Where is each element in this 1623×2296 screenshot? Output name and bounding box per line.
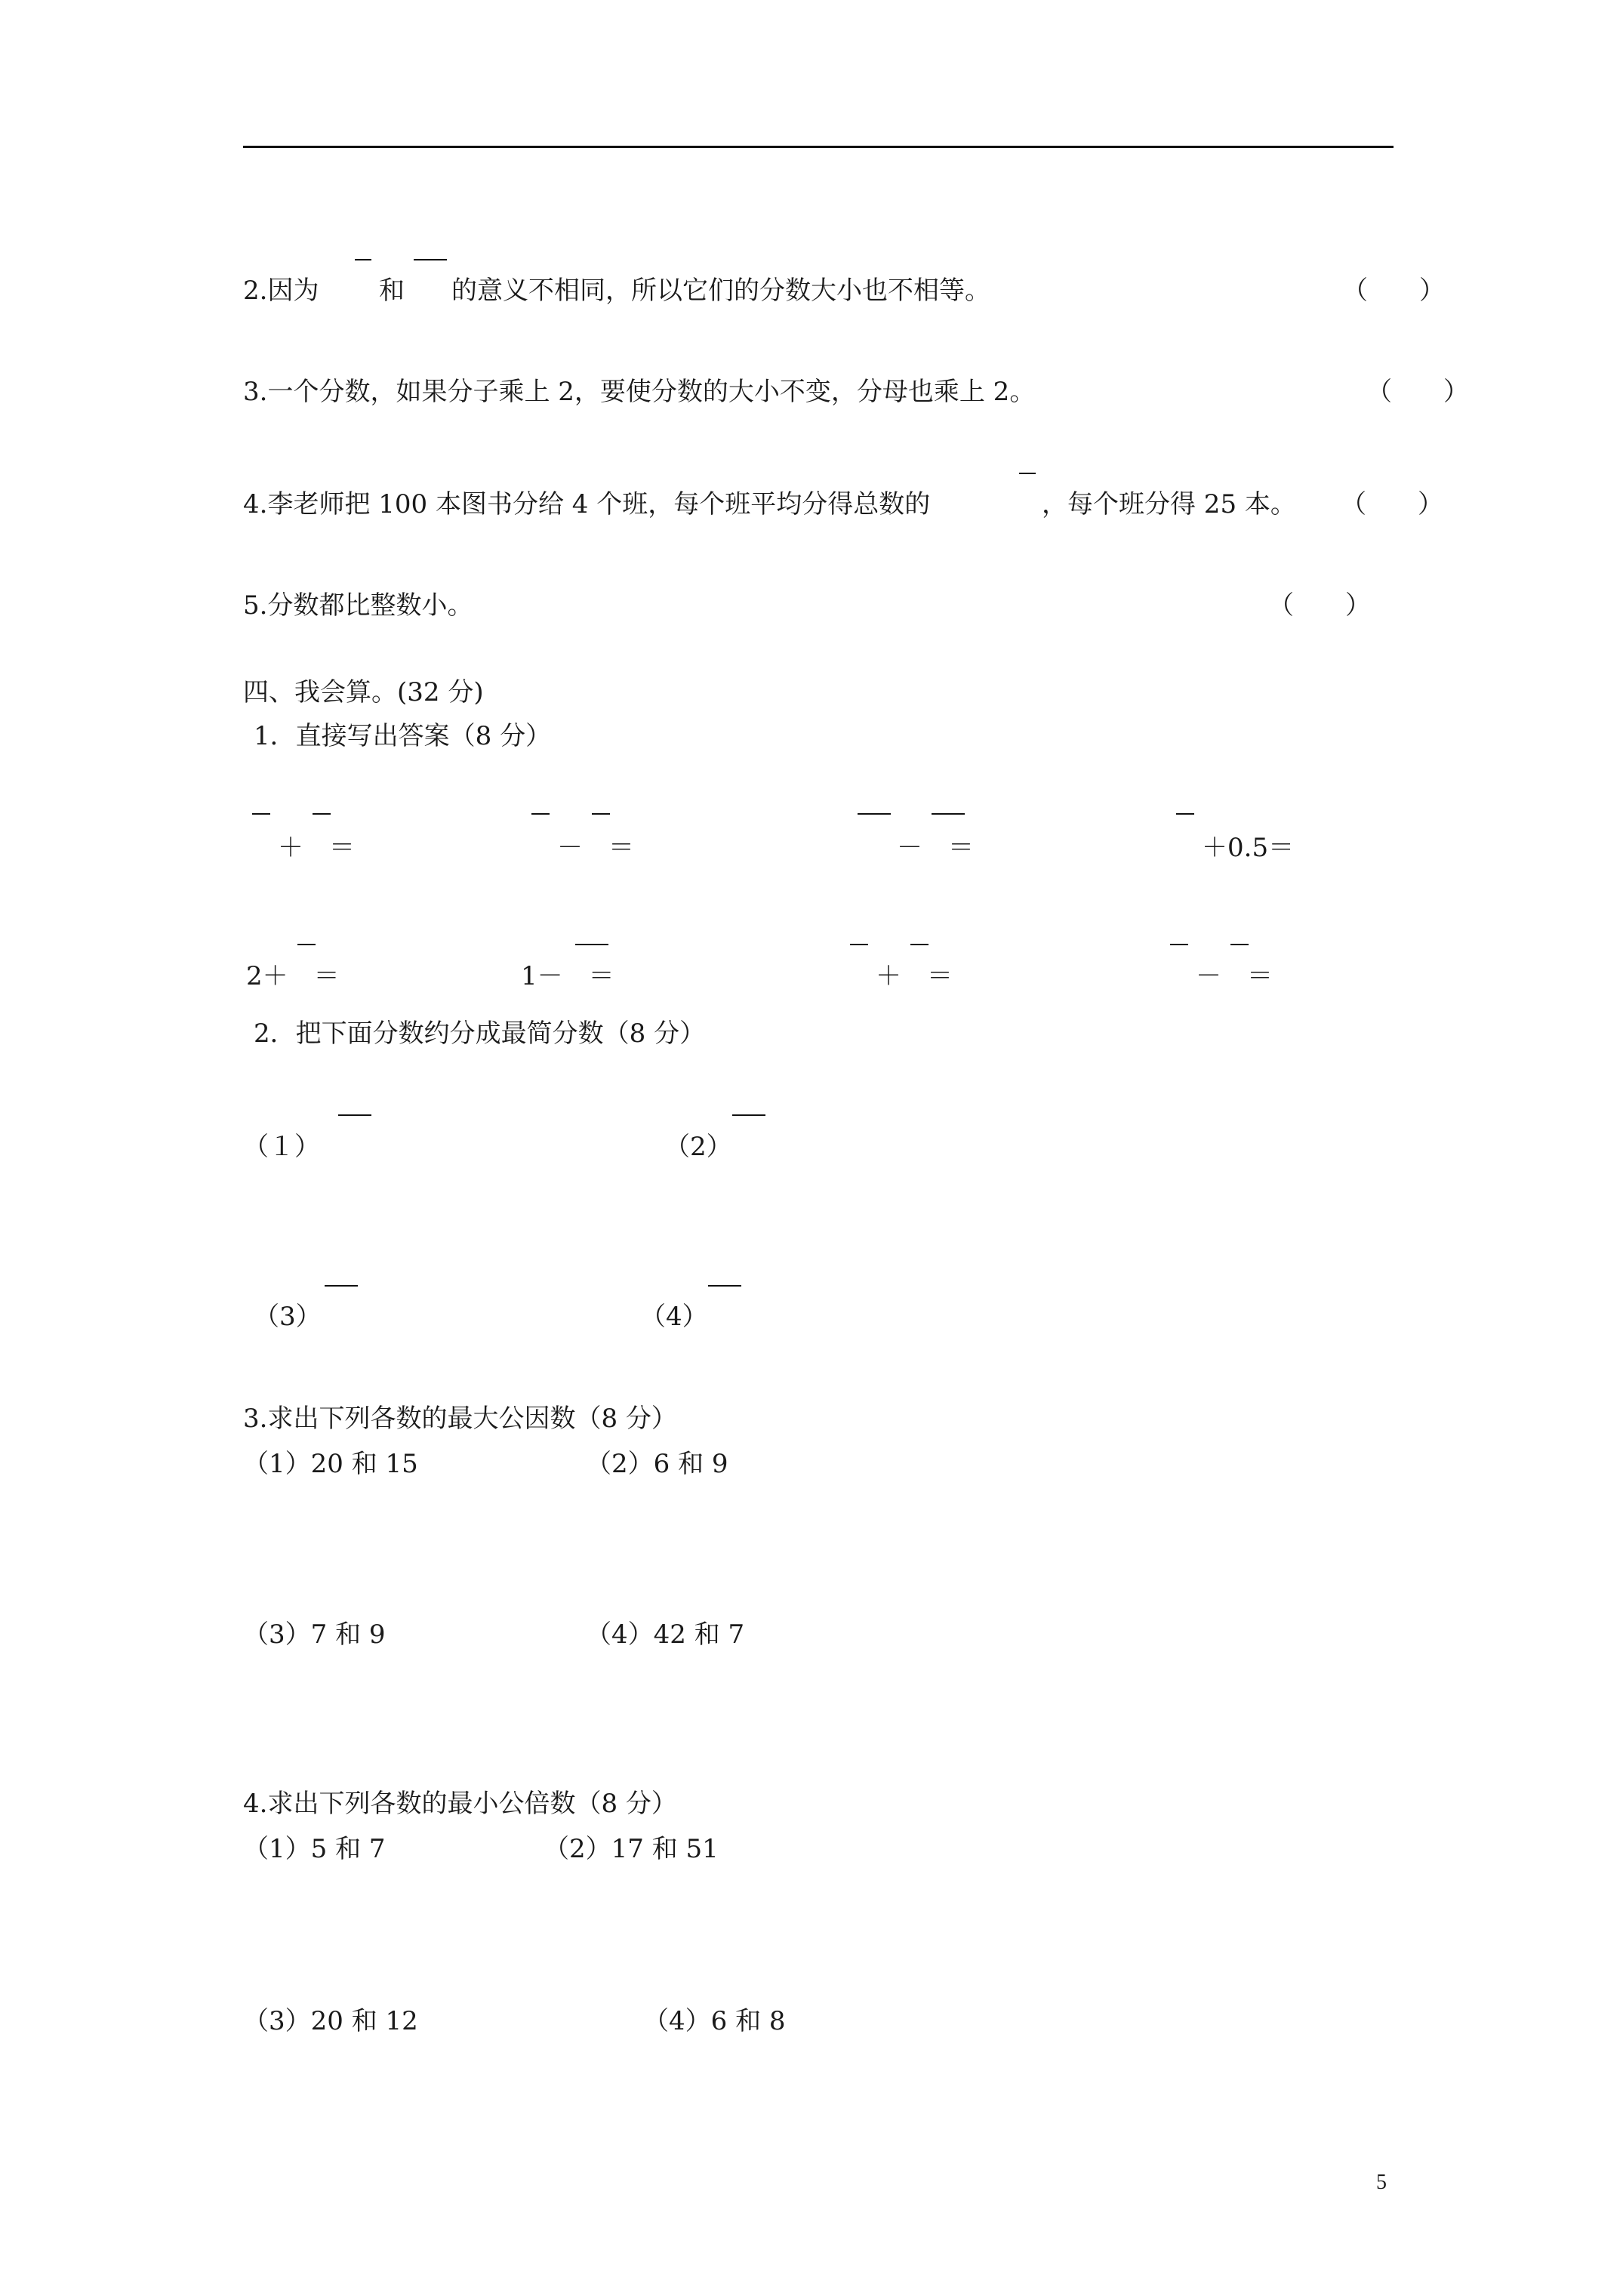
section4-title: 四、我会算。(32 分) xyxy=(243,677,484,707)
fraction-bar xyxy=(708,1285,741,1287)
lcm-item: （2）17 和 51 xyxy=(544,1834,719,1864)
fraction-bar xyxy=(932,813,965,815)
q5-text: 5.分数都比整数小。 xyxy=(243,590,473,621)
header-rule xyxy=(243,146,1394,148)
fraction-bar xyxy=(910,944,929,945)
fraction-bar xyxy=(1176,813,1194,815)
fraction-bar xyxy=(297,944,316,945)
q2-and: 和 xyxy=(379,276,405,306)
q4-rest: ，每个班分得 25 本。 xyxy=(1042,489,1296,519)
q2-prefix: 2.因为 xyxy=(243,276,319,306)
q3-text: 3.一个分数，如果分子乘上 2，要使分数的大小不变，分母也乘上 2。 xyxy=(243,377,1036,407)
calc-expression: － ＝ xyxy=(557,833,634,863)
fraction-bar xyxy=(252,813,270,815)
fraction-item-label: （3） xyxy=(254,1302,322,1332)
calc-expression: 2＋ ＝ xyxy=(246,961,340,991)
part4-title: 4.求出下列各数的最小公倍数（8 分） xyxy=(243,1789,677,1819)
fraction-bar xyxy=(313,813,331,815)
fraction-bar xyxy=(1230,944,1249,945)
fraction-bar xyxy=(325,1285,358,1287)
q2-rest: 的意义不相同，所以它们的分数大小也不相等。 xyxy=(451,276,990,306)
calc-expression: 1－ ＝ xyxy=(521,961,614,991)
fraction-item-label: （１） xyxy=(243,1132,320,1162)
fraction-bar xyxy=(732,1114,765,1116)
q4-prefix: 4.李老师把 100 本图书分给 4 个班，每个班平均分得总数的 xyxy=(243,489,931,519)
fraction-bar xyxy=(858,813,891,815)
calc-expression: ＋0.5＝ xyxy=(1202,833,1295,863)
fraction-bar xyxy=(355,259,371,260)
fraction-bar xyxy=(414,259,447,260)
calc-expression: ＋ ＝ xyxy=(876,961,953,991)
fraction-bar xyxy=(1170,944,1188,945)
calc-expression: － ＝ xyxy=(1196,961,1273,991)
fraction-bar xyxy=(575,944,608,945)
fraction-bar xyxy=(531,813,550,815)
part3-title: 3.求出下列各数的最大公因数（8 分） xyxy=(243,1404,677,1434)
part1-title: 1．直接写出答案（8 分） xyxy=(254,721,552,751)
lcm-item: （4）6 和 8 xyxy=(643,2006,786,2036)
gcd-item: （3）7 和 9 xyxy=(243,1620,386,1650)
calc-expression: ＋ ＝ xyxy=(278,833,355,863)
part2-title: 2．把下面分数约分成最简分数（8 分） xyxy=(254,1019,706,1049)
lcm-item: （3）20 和 12 xyxy=(243,2006,418,2036)
fraction-item-label: （2） xyxy=(664,1132,732,1162)
gcd-item: （4）42 和 7 xyxy=(586,1620,745,1650)
fraction-bar xyxy=(1019,473,1036,474)
fraction-bar xyxy=(592,813,610,815)
gcd-item: （2）6 和 9 xyxy=(586,1449,728,1479)
answer-bracket[interactable]: （ ） xyxy=(1342,276,1445,306)
answer-bracket[interactable]: （ ） xyxy=(1366,377,1469,407)
gcd-item: （1）20 和 15 xyxy=(243,1449,418,1479)
fraction-bar xyxy=(850,944,868,945)
fraction-item-label: （4） xyxy=(640,1302,708,1332)
answer-bracket[interactable]: （ ） xyxy=(1341,489,1443,519)
lcm-item: （1）5 和 7 xyxy=(243,1834,386,1864)
answer-bracket[interactable]: （ ） xyxy=(1268,590,1371,621)
calc-expression: － ＝ xyxy=(897,833,974,863)
fraction-bar xyxy=(338,1114,371,1116)
page-number: 5 xyxy=(1376,2171,1387,2194)
